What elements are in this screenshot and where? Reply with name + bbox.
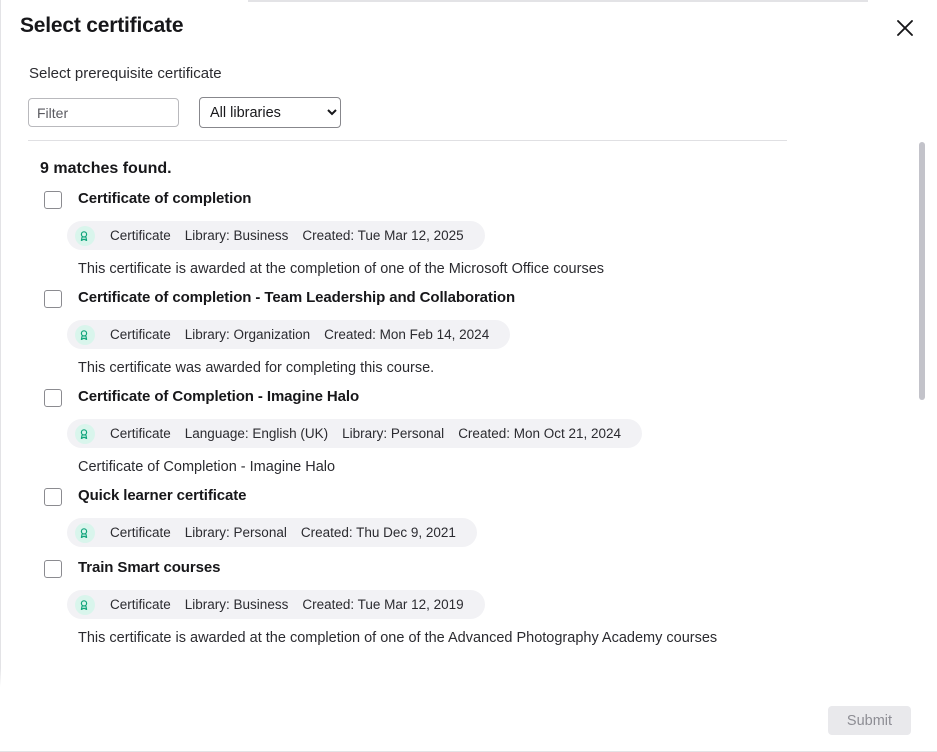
tag-created: Created: Mon Feb 14, 2024 — [324, 327, 490, 342]
list-item[interactable] — [0, 277, 909, 376]
tag-type: Certificate — [110, 525, 171, 540]
dialog-footer — [0, 690, 937, 752]
certificate-title: Certificate of Completion - Imagine Halo — [78, 388, 360, 405]
close-button[interactable] — [888, 12, 922, 46]
certificate-icon — [75, 523, 95, 543]
certificate-title: Certificate of completion - Team Leadership and Collaboration — [78, 289, 516, 306]
tag-library: Library: Business — [184, 228, 289, 243]
header-divider — [28, 140, 787, 141]
certificate-tags — [67, 221, 485, 250]
certificate-icon — [75, 424, 95, 444]
tag-library: Library: Business — [184, 597, 289, 612]
certificate-checkbox[interactable] — [44, 389, 62, 407]
list-fade-overlay — [0, 668, 909, 690]
tag-library: Library: Personal — [184, 525, 287, 540]
tag-language: Language: English (UK) — [184, 426, 329, 441]
library-select[interactable] — [199, 97, 341, 128]
tag-library: Library: Organization — [184, 327, 311, 342]
tag-created: Created: Thu Dec 9, 2021 — [300, 525, 456, 540]
certificate-tags — [67, 590, 485, 619]
certificate-tags — [67, 419, 642, 448]
results-scrollbar-thumb[interactable] — [919, 142, 925, 400]
certificate-description: This certificate is awarded at the completion of one of the Advanced Photography Academy courses — [78, 630, 718, 646]
certificate-checkbox[interactable] — [44, 560, 62, 578]
certificate-description: Certificate of Completion - Imagine Halo — [78, 459, 336, 475]
certificate-title: Quick learner certificate — [78, 487, 247, 504]
matches-count: 9 matches found. — [40, 160, 172, 177]
tag-type: Certificate — [110, 228, 171, 243]
list-item[interactable] — [0, 178, 909, 277]
certificate-checkbox[interactable] — [44, 488, 62, 506]
dialog-header — [0, 0, 937, 56]
certificate-icon — [75, 226, 95, 246]
page-title: Select certificate — [20, 14, 184, 37]
tag-type: Certificate — [110, 327, 171, 342]
certificate-icon — [75, 595, 95, 615]
tag-created: Created: Mon Oct 21, 2024 — [458, 426, 622, 441]
dialog-subtitle: Select prerequisite certificate — [29, 65, 222, 82]
results-list — [0, 150, 909, 690]
tag-type: Certificate — [110, 426, 171, 441]
certificate-tags — [67, 518, 477, 547]
tag-type: Certificate — [110, 597, 171, 612]
certificate-icon — [75, 325, 95, 345]
certificate-list — [0, 178, 909, 646]
certificate-title: Certificate of completion — [78, 190, 252, 207]
certificate-description: This certificate is awarded at the completion of one of the Microsoft Office courses — [78, 261, 605, 277]
submit-button[interactable]: Submit — [828, 706, 911, 735]
tag-created: Created: Tue Mar 12, 2019 — [302, 597, 464, 612]
tag-library: Library: Personal — [342, 426, 445, 441]
certificate-tags — [67, 320, 510, 349]
certificate-description: This certificate was awarded for completing this course. — [78, 360, 435, 376]
tag-created: Created: Tue Mar 12, 2025 — [302, 228, 464, 243]
certificate-checkbox[interactable] — [44, 191, 62, 209]
close-icon — [894, 17, 916, 42]
list-item[interactable] — [0, 376, 909, 475]
certificate-checkbox[interactable] — [44, 290, 62, 308]
list-item[interactable] — [0, 547, 909, 646]
filter-controls — [28, 97, 341, 128]
certificate-title: Train Smart courses — [78, 559, 221, 576]
filter-input[interactable] — [28, 98, 179, 127]
list-item[interactable] — [0, 475, 909, 547]
